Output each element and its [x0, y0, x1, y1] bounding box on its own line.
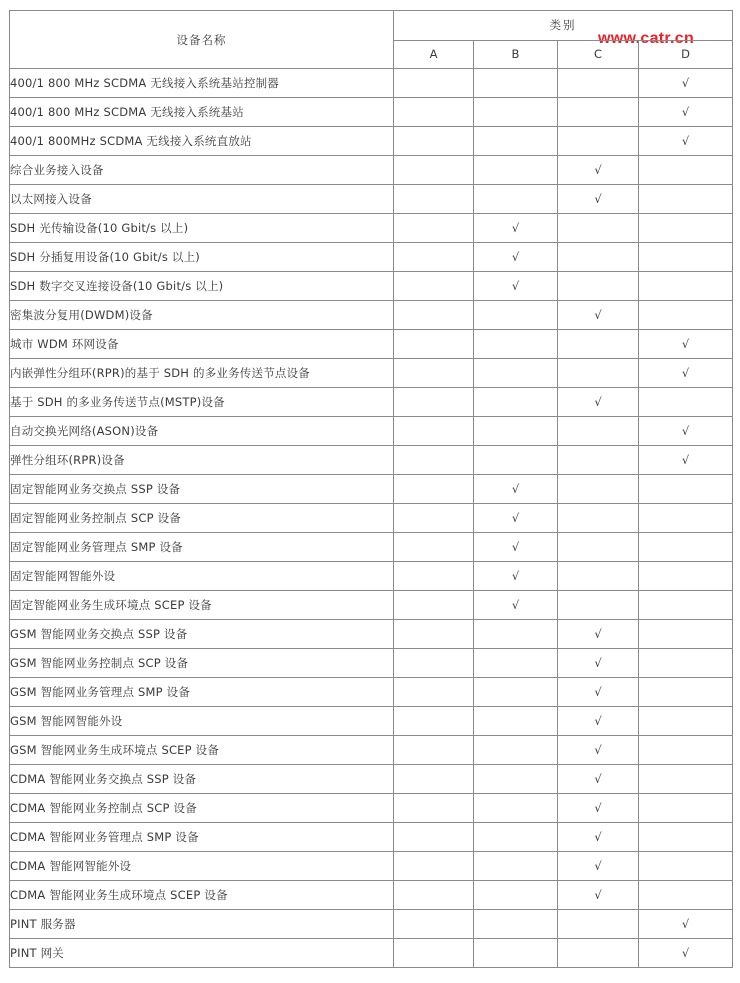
check-mark-icon: √	[511, 221, 520, 235]
category-d-cell	[639, 852, 733, 881]
table-row	[10, 69, 733, 98]
table-row	[10, 881, 733, 910]
equipment-name: 固定智能网智能外设	[10, 562, 394, 591]
table-row	[10, 823, 733, 852]
category-c-cell	[558, 794, 639, 823]
category-c-cell	[558, 852, 639, 881]
category-a-cell	[394, 301, 474, 330]
check-mark-icon: √	[594, 801, 602, 815]
category-c-cell	[558, 214, 639, 243]
category-a-cell	[394, 156, 474, 185]
category-a-cell	[394, 794, 474, 823]
category-c-cell	[558, 620, 639, 649]
category-b-cell	[474, 736, 558, 765]
category-a-cell	[394, 823, 474, 852]
equipment-name: GSM 智能网业务交换点 SSP 设备	[10, 620, 394, 649]
equipment-name: CDMA 智能网业务生成环境点 SCEP 设备	[10, 881, 394, 910]
category-b-cell	[474, 98, 558, 127]
category-c-cell	[558, 562, 639, 591]
category-a-cell	[394, 620, 474, 649]
category-b-cell	[474, 475, 558, 504]
category-a-cell	[394, 330, 474, 359]
category-a-cell	[394, 214, 474, 243]
category-b-cell	[474, 446, 558, 475]
category-b-cell	[474, 533, 558, 562]
equipment-name: GSM 智能网业务控制点 SCP 设备	[10, 649, 394, 678]
category-d-cell	[639, 127, 733, 156]
check-mark-icon: √	[681, 946, 690, 960]
check-mark-icon: √	[511, 250, 520, 264]
category-a-cell	[394, 243, 474, 272]
equipment-name: PINT 网关	[10, 939, 394, 968]
category-a-cell	[394, 939, 474, 968]
category-d-cell	[639, 562, 733, 591]
check-mark-icon: √	[594, 395, 602, 409]
column-header-a: A	[394, 40, 474, 69]
equipment-name: 固定智能网业务生成环境点 SCEP 设备	[10, 591, 394, 620]
category-a-cell	[394, 591, 474, 620]
table-row	[10, 852, 733, 881]
category-a-cell	[394, 446, 474, 475]
table-row	[10, 330, 733, 359]
check-mark-icon: √	[594, 685, 602, 699]
category-b-cell	[474, 156, 558, 185]
category-a-cell	[394, 475, 474, 504]
category-b-cell	[474, 794, 558, 823]
category-a-cell	[394, 910, 474, 939]
category-c-cell	[558, 69, 639, 98]
check-mark-icon: √	[511, 540, 520, 554]
category-c-cell	[558, 272, 639, 301]
table-row	[10, 620, 733, 649]
category-a-cell	[394, 562, 474, 591]
table-row	[10, 417, 733, 446]
equipment-name: GSM 智能网业务生成环境点 SCEP 设备	[10, 736, 394, 765]
category-a-cell	[394, 359, 474, 388]
category-b-cell	[474, 185, 558, 214]
check-mark-icon: √	[594, 743, 602, 757]
category-c-cell	[558, 359, 639, 388]
column-header-b: B	[474, 40, 558, 69]
check-mark-icon: √	[511, 279, 520, 293]
category-d-cell	[639, 417, 733, 446]
equipment-name: SDH 数字交叉连接设备(10 Gbit/s 以上)	[10, 272, 394, 301]
category-a-cell	[394, 69, 474, 98]
category-b-cell	[474, 69, 558, 98]
category-a-cell	[394, 533, 474, 562]
category-c-cell	[558, 533, 639, 562]
category-b-cell	[474, 330, 558, 359]
category-c-cell	[558, 475, 639, 504]
category-c-cell	[558, 765, 639, 794]
check-mark-icon: √	[681, 76, 690, 90]
equipment-name: CDMA 智能网业务交换点 SSP 设备	[10, 765, 394, 794]
table-body	[10, 69, 733, 968]
category-c-cell	[558, 388, 639, 417]
category-d-cell	[639, 301, 733, 330]
category-b-cell	[474, 823, 558, 852]
category-c-cell	[558, 881, 639, 910]
table-row	[10, 243, 733, 272]
category-c-cell	[558, 504, 639, 533]
category-c-cell	[558, 649, 639, 678]
table-row	[10, 504, 733, 533]
category-d-cell	[639, 98, 733, 127]
equipment-name: 自动交换光网络(ASON)设备	[10, 417, 394, 446]
table-row	[10, 794, 733, 823]
check-mark-icon: √	[511, 569, 520, 583]
column-header-name: 设备名称	[10, 11, 394, 69]
category-a-cell	[394, 707, 474, 736]
check-mark-icon: √	[511, 598, 520, 612]
equipment-name: 城市 WDM 环网设备	[10, 330, 394, 359]
equipment-name: SDH 光传输设备(10 Gbit/s 以上)	[10, 214, 394, 243]
equipment-name: 400/1 800 MHz SCDMA 无线接入系统基站	[10, 98, 394, 127]
check-mark-icon: √	[511, 482, 520, 496]
category-d-cell	[639, 765, 733, 794]
category-a-cell	[394, 98, 474, 127]
equipment-name: 400/1 800 MHz SCDMA 无线接入系统基站控制器	[10, 69, 394, 98]
table-row	[10, 533, 733, 562]
equipment-name: 基于 SDH 的多业务传送节点(MSTP)设备	[10, 388, 394, 417]
category-a-cell	[394, 417, 474, 446]
check-mark-icon: √	[594, 772, 602, 786]
table-row	[10, 156, 733, 185]
category-c-cell	[558, 446, 639, 475]
category-d-cell	[639, 591, 733, 620]
column-header-c: C	[558, 40, 639, 69]
category-d-cell	[639, 649, 733, 678]
table-row	[10, 591, 733, 620]
category-a-cell	[394, 881, 474, 910]
table-row	[10, 649, 733, 678]
category-c-cell	[558, 127, 639, 156]
category-d-cell	[639, 69, 733, 98]
check-mark-icon: √	[594, 830, 602, 844]
category-b-cell	[474, 852, 558, 881]
category-b-cell	[474, 359, 558, 388]
category-b-cell	[474, 388, 558, 417]
check-mark-icon: √	[594, 656, 602, 670]
category-b-cell	[474, 562, 558, 591]
category-c-cell	[558, 243, 639, 272]
equipment-name: PINT 服务器	[10, 910, 394, 939]
check-mark-icon: √	[594, 859, 602, 873]
check-mark-icon: √	[681, 917, 690, 931]
check-mark-icon: √	[594, 163, 602, 177]
equipment-name: 以太网接入设备	[10, 185, 394, 214]
category-d-cell	[639, 156, 733, 185]
table-row	[10, 736, 733, 765]
category-d-cell	[639, 504, 733, 533]
category-c-cell	[558, 910, 639, 939]
category-b-cell	[474, 301, 558, 330]
category-b-cell	[474, 214, 558, 243]
category-c-cell	[558, 98, 639, 127]
category-b-cell	[474, 649, 558, 678]
equipment-name: CDMA 智能网业务控制点 SCP 设备	[10, 794, 394, 823]
category-b-cell	[474, 417, 558, 446]
category-c-cell	[558, 417, 639, 446]
category-a-cell	[394, 185, 474, 214]
category-d-cell	[639, 272, 733, 301]
equipment-name: 弹性分组环(RPR)设备	[10, 446, 394, 475]
category-a-cell	[394, 127, 474, 156]
category-d-cell	[639, 388, 733, 417]
column-header-category: 类别	[394, 11, 733, 41]
table-row	[10, 127, 733, 156]
check-mark-icon: √	[594, 308, 602, 322]
check-mark-icon: √	[511, 511, 520, 525]
table-row	[10, 214, 733, 243]
table-row	[10, 446, 733, 475]
category-d-cell	[639, 446, 733, 475]
category-c-cell	[558, 156, 639, 185]
category-a-cell	[394, 388, 474, 417]
category-d-cell	[639, 214, 733, 243]
table-row	[10, 939, 733, 968]
category-a-cell	[394, 678, 474, 707]
table-row	[10, 678, 733, 707]
category-d-cell	[639, 707, 733, 736]
check-mark-icon: √	[681, 366, 690, 380]
watermark: www.catr.cn	[598, 30, 695, 47]
equipment-name: SDH 分插复用设备(10 Gbit/s 以上)	[10, 243, 394, 272]
equipment-name: 综合业务接入设备	[10, 156, 394, 185]
category-d-cell	[639, 359, 733, 388]
table-row	[10, 388, 733, 417]
category-a-cell	[394, 765, 474, 794]
category-d-cell	[639, 185, 733, 214]
category-b-cell	[474, 881, 558, 910]
category-d-cell	[639, 794, 733, 823]
category-b-cell	[474, 707, 558, 736]
check-mark-icon: √	[594, 888, 602, 902]
category-c-cell	[558, 678, 639, 707]
category-d-cell	[639, 475, 733, 504]
category-d-cell	[639, 823, 733, 852]
table-row	[10, 272, 733, 301]
equipment-name: 固定智能网业务交换点 SSP 设备	[10, 475, 394, 504]
table-row	[10, 475, 733, 504]
equipment-name: 内嵌弹性分组环(RPR)的基于 SDH 的多业务传送节点设备	[10, 359, 394, 388]
category-a-cell	[394, 852, 474, 881]
equipment-name: CDMA 智能网智能外设	[10, 852, 394, 881]
category-b-cell	[474, 243, 558, 272]
category-b-cell	[474, 504, 558, 533]
check-mark-icon: √	[681, 105, 690, 119]
category-b-cell	[474, 765, 558, 794]
category-d-cell	[639, 736, 733, 765]
category-b-cell	[474, 678, 558, 707]
category-d-cell	[639, 533, 733, 562]
category-d-cell	[639, 330, 733, 359]
equipment-name: GSM 智能网智能外设	[10, 707, 394, 736]
category-c-cell	[558, 591, 639, 620]
table-row	[10, 910, 733, 939]
category-d-cell	[639, 678, 733, 707]
check-mark-icon: √	[681, 453, 690, 467]
category-c-cell	[558, 301, 639, 330]
category-b-cell	[474, 910, 558, 939]
category-c-cell	[558, 330, 639, 359]
category-a-cell	[394, 504, 474, 533]
category-b-cell	[474, 127, 558, 156]
category-c-cell	[558, 185, 639, 214]
category-b-cell	[474, 591, 558, 620]
table-row	[10, 765, 733, 794]
table-row	[10, 185, 733, 214]
equipment-name: 固定智能网业务控制点 SCP 设备	[10, 504, 394, 533]
equipment-name: CDMA 智能网业务管理点 SMP 设备	[10, 823, 394, 852]
equipment-name: GSM 智能网业务管理点 SMP 设备	[10, 678, 394, 707]
category-c-cell	[558, 939, 639, 968]
check-mark-icon: √	[594, 627, 602, 641]
table-row	[10, 98, 733, 127]
category-a-cell	[394, 736, 474, 765]
category-d-cell	[639, 939, 733, 968]
category-a-cell	[394, 272, 474, 301]
category-c-cell	[558, 823, 639, 852]
table-row	[10, 301, 733, 330]
check-mark-icon: √	[594, 192, 602, 206]
table-row	[10, 562, 733, 591]
equipment-name: 密集波分复用(DWDM)设备	[10, 301, 394, 330]
category-b-cell	[474, 939, 558, 968]
category-c-cell	[558, 707, 639, 736]
category-c-cell	[558, 736, 639, 765]
equipment-category-table	[9, 10, 733, 968]
equipment-name: 固定智能网业务管理点 SMP 设备	[10, 533, 394, 562]
check-mark-icon: √	[681, 337, 690, 351]
equipment-name: 400/1 800MHz SCDMA 无线接入系统直放站	[10, 127, 394, 156]
category-b-cell	[474, 272, 558, 301]
table-row	[10, 707, 733, 736]
column-header-d: D	[639, 40, 733, 69]
category-d-cell	[639, 881, 733, 910]
category-d-cell	[639, 243, 733, 272]
category-d-cell	[639, 620, 733, 649]
category-a-cell	[394, 649, 474, 678]
check-mark-icon: √	[681, 134, 690, 148]
check-mark-icon: √	[681, 424, 690, 438]
category-b-cell	[474, 620, 558, 649]
category-d-cell	[639, 910, 733, 939]
check-mark-icon: √	[594, 714, 602, 728]
table-row	[10, 359, 733, 388]
